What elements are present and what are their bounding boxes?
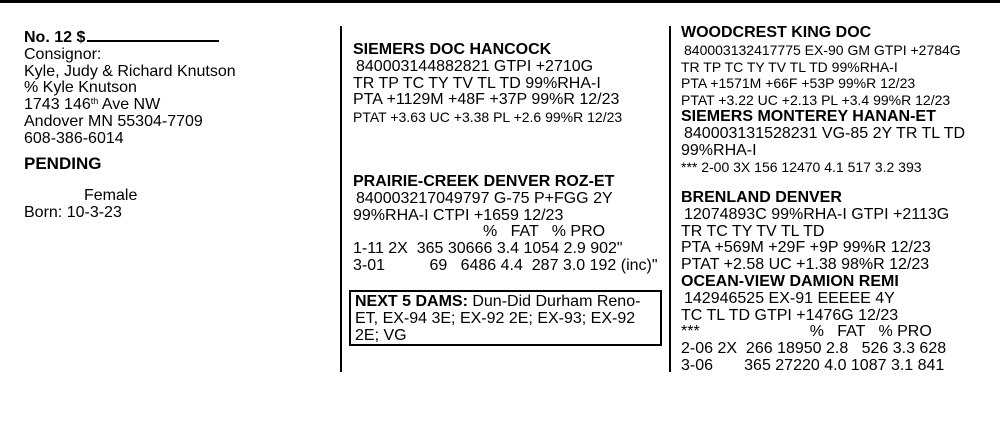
dam-record-header: % FAT % PRO [483,223,606,241]
consignor-names: Kyle, Judy & Richard Knutson [24,62,236,80]
dam-dam-record-1: 2-06 2X 266 18950 2.8 526 3.3 628 [681,340,947,358]
dam-dam-record-header [681,324,946,341]
dam-dam-id: 142946525 EX-91 EEEEE 4Y [684,289,895,307]
dam-sire-pta: PTA +569M +29F +9P 99%R 12/23 [681,239,931,257]
sire-id: 840003144882821 GTPI +2710G [356,57,594,75]
sire-sire-pta: PTA +1571M +66F +53P 99%R 12/23 [681,75,916,92]
lot-number-label: No. 12 $ [24,29,86,46]
next-dams-label: NEXT 5 DAMS: [355,293,468,310]
sire-sire-name: WOODCREST KING DOC [681,24,872,41]
top-rule [0,0,1000,3]
next-dams-text [355,294,656,344]
address-suffix: th [90,96,99,107]
dam-dam-stars: *** [681,323,700,341]
divider-right [669,26,671,372]
sire-dam-id: 840003131528231 VG-85 2Y TR TL TD [684,124,966,142]
dam-sire-traits: TR TC TY TV TL TD [681,222,825,240]
dam-dam-name: OCEAN-VIEW DAMION REMI [681,273,899,290]
sex: Female [84,187,138,205]
price-blank [87,26,219,42]
sire-ptat: PTAT +3.63 UC +3.38 PL +2.6 99%R 12/23 [353,109,623,126]
care-of: % Kyle Knutson [24,79,137,97]
dam-sire-block [681,190,949,274]
dam-sire-name: BRENLAND DENVER [681,189,842,206]
sire-traits: TR TP TC TY TV TL TD 99%RHA-I [353,74,601,92]
sire-sire-block [681,25,961,109]
dam-dam-record-2: 3-06 365 27220 4.0 1087 3.1 841 [681,356,945,374]
dam-id: 840003217049797 G-75 P+FGG 2Y [356,189,613,207]
lot-number [24,26,236,47]
sire-dam-rha: 99%RHA-I [681,141,757,159]
dam-sire-ptat: PTAT +2.58 UC +1.38 98%R 12/23 [681,256,930,274]
sire-dam-block [681,109,965,176]
dam-sire-id: 12074893C 99%RHA-I GTPI +2113G [684,205,950,223]
born-date: Born: 10-3-23 [24,204,122,222]
status: PENDING [24,153,102,173]
sire-sire-traits: TR TP TC TY TV TL TD 99%RHA-I [681,58,898,75]
divider-left [340,26,342,372]
phone: 608-386-6014 [24,129,124,147]
dam-dam-block [681,274,946,375]
sire-sire-ptat: PTAT +3.22 UC +2.13 PL +3.4 99%R 12/23 [681,92,951,109]
dam-record-2: 3-01 69 6486 4.4 287 3.0 192 (inc)" [353,256,658,274]
sire-pta: PTA +1129M +48F +37P 99%R 12/23 [353,91,620,109]
dam-block [353,174,658,275]
sire-block [353,42,622,126]
sire-sire-id: 840003132417775 EX-90 GM GTPI +2784G [684,41,961,58]
address-city: Andover MN 55304-7709 [24,112,203,130]
dam-name: PRAIRIE-CREEK DENVER ROZ-ET [353,173,615,190]
dam-rha: 99%RHA-I CTPI +1659 12/23 [353,206,564,224]
sire-name: SIEMERS DOC HANCOCK [353,41,552,58]
address-street-name: Ave NW [98,96,161,114]
address-street [24,97,236,114]
next-dams-list: Dun-Did Durham Reno-ET, EX-94 3E; EX-92 2E; EX-93; EX-92 2E; VG [355,293,641,344]
sire-dam-record: *** 2-00 3X 156 12470 4.1 517 3.2 393 [681,159,922,176]
dam-record-1: 1-11 2X 365 30666 3.4 1054 2.9 902" [353,240,623,258]
next-dams-box [349,290,662,346]
dam-dam-header-text: % FAT % PRO [809,323,932,341]
dam-dam-traits: TC TL TD GTPI +1476G 12/23 [681,306,899,324]
consignor-label: Consignor: [24,45,102,63]
lot-info [24,26,236,222]
address-number: 1743 146 [24,96,91,114]
sire-dam-name: SIEMERS MONTEREY HANAN-ET [681,108,936,125]
